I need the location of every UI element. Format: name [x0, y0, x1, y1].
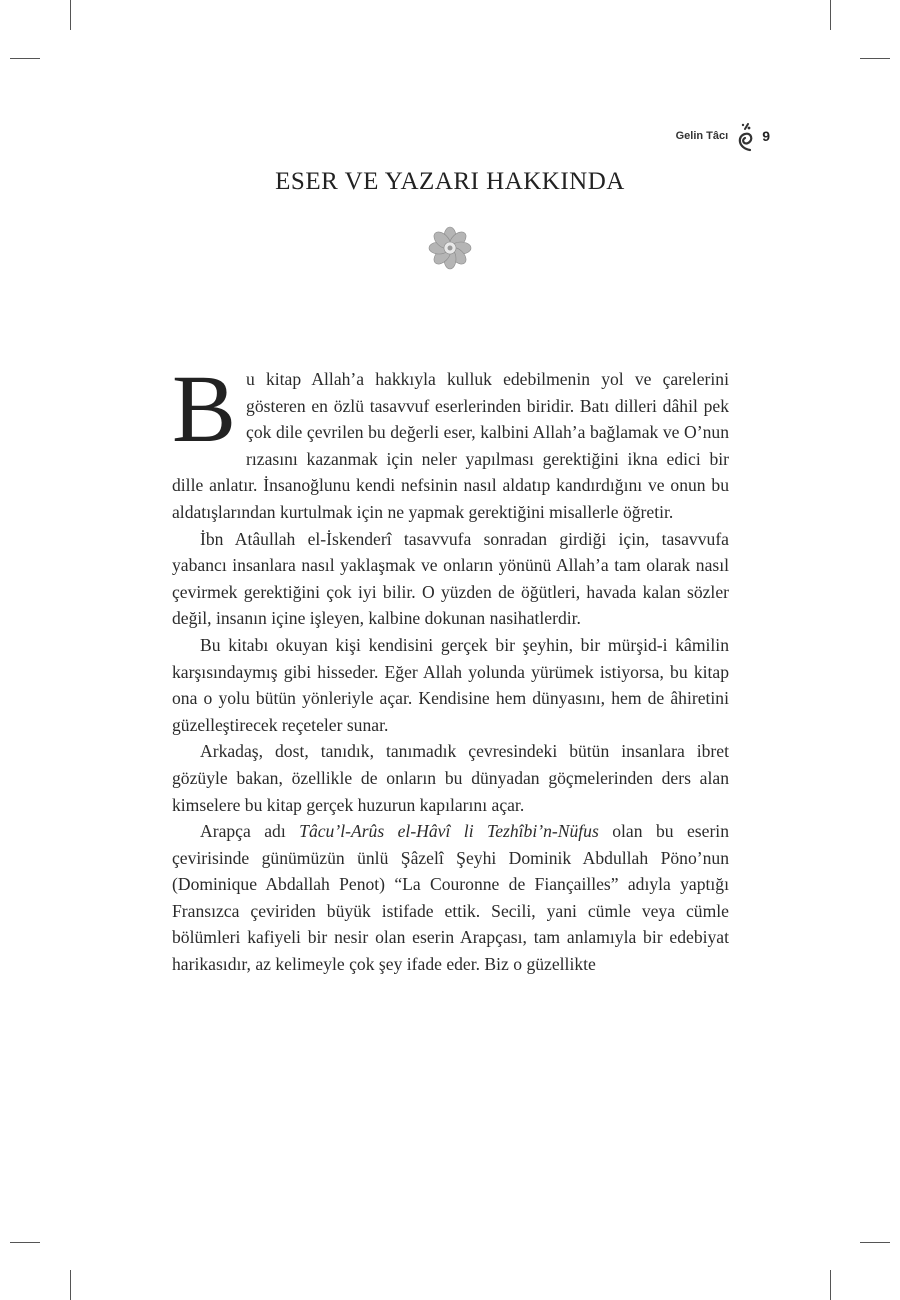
- paragraph-5: [172, 818, 729, 978]
- paragraph-5-lead: Arapça adı: [200, 821, 300, 842]
- crop-mark-left-top: [10, 58, 40, 59]
- paragraph-1-text: u kitap Allah’a hakkıyla kulluk edebilmenin yol ve çarelerini gösteren en özlü tasavvuf eserlerinden biridir. Batı dilleri dâhil pek çok dile çevrilen bu değerli eser, kalbini Allah’a bağlamak ve O’nun rızasını kazanmak için neler yapılması gerektiğini ikna edici bir dille anlatır. İnsanoğlunu kendi nefsinin nasıl aldatıp kandırdığını ve onun bu aldatışlarından kurtulmak için ne yapmak gerektiğini misallerle öğretir.: [172, 369, 729, 522]
- paragraph-3: Bu kitabı okuyan kişi kendisini gerçek bir şeyhin, bir mürşid-i kâmilin karşısındaymış gibi hisseder. Eğer Allah yolunda yürümek istiyorsa, bu kitap ona o yolu bütün yönleriyle açar. Kendisine hem dünyasını, hem de âhiretini güzelleştirecek reçeteler sunar.: [172, 634, 729, 735]
- crop-mark-bottom-left: [70, 1270, 71, 1300]
- crop-mark-right-top: [860, 58, 890, 59]
- crop-mark-bottom-right: [830, 1270, 831, 1300]
- arabic-title: Tâcu’l-Arûs el-Hâvî li Tezhîbi’n-Nüfus: [299, 821, 599, 842]
- paragraph-4: Arkadaş, dost, tanıdık, tanımadık çevresindeki bütün insanlara ibret gözüyle bakan, özellikle de onların bu dünyadan göçmelerinden ders alan kimselere bu kitap gerçek huzurun kapılarını açar.: [172, 741, 729, 815]
- crop-mark-top-right: [830, 0, 831, 30]
- crop-mark-left-bottom: [10, 1242, 40, 1243]
- chapter-title: ESER VE YAZARI HAKKINDA: [275, 168, 625, 195]
- page-number: 9: [762, 128, 770, 144]
- running-header: [676, 120, 770, 152]
- crop-mark-right-bottom: [860, 1242, 890, 1243]
- flower-rosette-icon: [428, 226, 472, 270]
- paragraph-1: [172, 355, 729, 526]
- running-header-title: Gelin Tâcı: [675, 130, 729, 142]
- calligraphic-ornament-icon: [734, 120, 756, 152]
- paragraph-2: İbn Atâullah el-İskenderî tasavvufa sonradan girdiği için, tasavvufa yabancı insanlara nasıl yaklaşmak ve onların yönünü Allah’a tam olarak nasıl çevirmek gerektiğini çok iyi bilir. O yüzden de öğütleri, havada kalan sözler değil, insanın içine işleyen, kalbine dokunan nasihatlerdir.: [172, 528, 729, 629]
- crop-mark-top-left: [70, 0, 71, 30]
- paragraph-5-rest: olan bu eserin çevirisinde günümüzün ünlü Şâzelî Şeyhi Dominik Abdullah Pöno’nun (Dominique Abdallah Penot) “La Couronne de Fiançailles” adıyla yaptığı Fransızca çeviriden büyük istifade ettik. Secili, yani cümle veya cümle bölümleri kafiyeli bir nesir olan eserin Arapçası, tam anlamıyla bir edebiyat harikasıdır, az kelimeyle çok şey ifade eder. Biz o güzellikte: [172, 821, 729, 975]
- drop-cap: B: [172, 355, 237, 462]
- body-text: [172, 355, 729, 978]
